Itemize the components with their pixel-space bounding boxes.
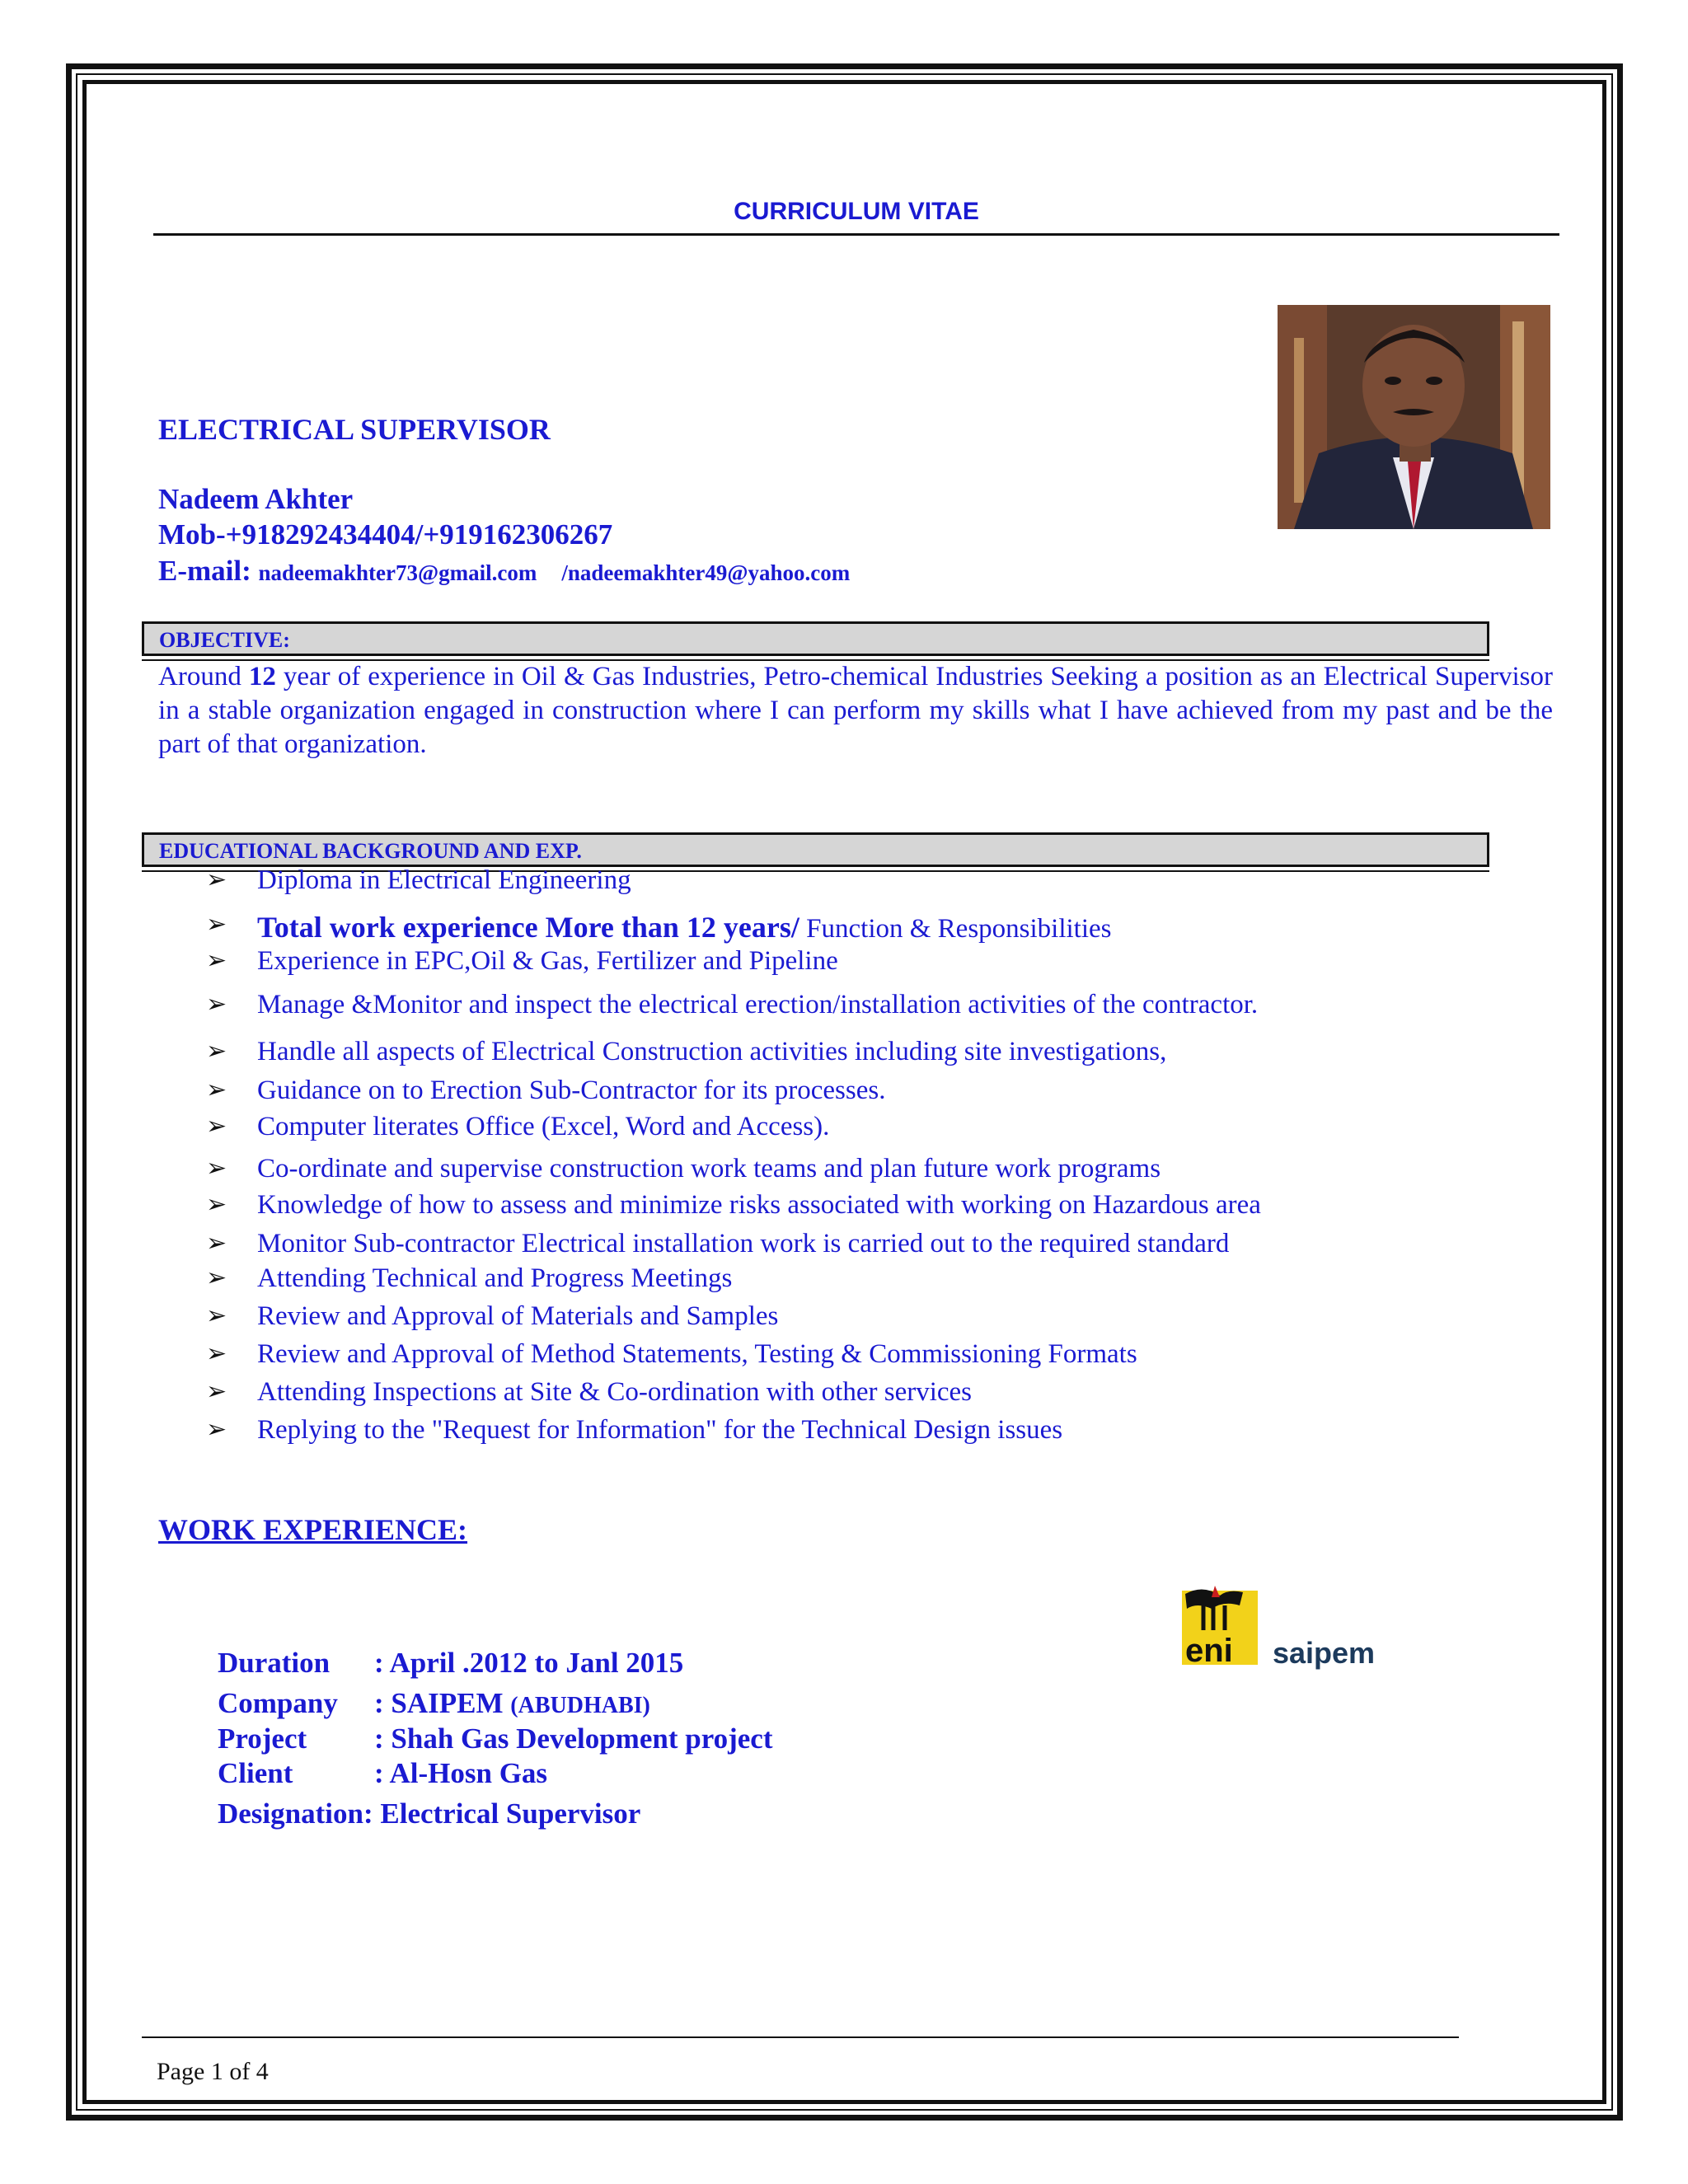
objective-text-start: Around [158, 662, 249, 691]
arrow-bullet-icon: ➢ [206, 1230, 227, 1257]
arrow-bullet-icon: ➢ [206, 866, 227, 893]
arrow-bullet-icon: ➢ [206, 1302, 227, 1329]
profile-photo [1278, 305, 1550, 529]
title-rule [153, 233, 1559, 236]
candidate-name: Nadeem Akhter [158, 483, 354, 515]
education-heading: EDUCATIONAL BACKGROUND AND EXP. [159, 839, 582, 863]
arrow-bullet-icon: ➢ [206, 1076, 227, 1104]
mobile-numbers: Mob-+918292434404/+919162306267 [158, 518, 613, 551]
project-label: Project [218, 1722, 307, 1755]
client-value: : Al-Hosn Gas [374, 1757, 548, 1789]
eni-saipem-logo [1179, 1581, 1401, 1671]
saipem-wordmark: saipem [1273, 1636, 1376, 1670]
objective-heading-box [142, 621, 1489, 656]
arrow-bullet-icon: ➢ [206, 991, 227, 1018]
page-number: Page 1 of 4 [157, 2058, 269, 2085]
education-heading-box [142, 832, 1489, 867]
objective-text-rest: year of experience in Oil & Gas Industries, Petro-chemical Industries Seeking a position as an Electrical Supervisor in a stable organization engaged in construction where I can perform my skills what I have achieved from my past and be the part of that organization. [158, 662, 1553, 759]
work-experience-heading: WORK EXPERIENCE: [158, 1513, 468, 1546]
company-location: (ABUDHABI) [510, 1693, 650, 1718]
duration-label: Duration [218, 1647, 331, 1679]
arrow-bullet-icon: ➢ [206, 1038, 227, 1065]
objective-heading: OBJECTIVE: [159, 628, 290, 652]
email-label: E-mail: [158, 555, 251, 587]
designation-line: Designation: Electrical Supervisor [218, 1797, 641, 1830]
objective-text [158, 660, 1553, 762]
job-title: ELECTRICAL SUPERVISOR [158, 413, 551, 446]
duration-line [218, 1647, 683, 1680]
company-line [218, 1687, 650, 1720]
experience-suffix: Function & Responsibilities [799, 914, 1112, 944]
objective-years: 12 [248, 662, 276, 691]
footer-rule [142, 2036, 1459, 2038]
client-line [218, 1757, 547, 1790]
eni-wordmark: eni [1185, 1633, 1233, 1669]
arrow-bullet-icon: ➢ [206, 947, 227, 974]
company-label: Company [218, 1687, 338, 1719]
arrow-bullet-icon: ➢ [206, 1340, 227, 1367]
project-line [218, 1722, 773, 1755]
project-value: : Shah Gas Development project [374, 1722, 773, 1755]
email-line [158, 555, 850, 588]
arrow-bullet-icon: ➢ [206, 1191, 227, 1218]
client-label: Client [218, 1757, 293, 1789]
email-primary[interactable]: nadeemakhter73@gmail.com [258, 560, 537, 585]
arrow-bullet-icon: ➢ [206, 1113, 227, 1140]
duration-value: : April .2012 to Janl 2015 [374, 1647, 684, 1679]
arrow-bullet-icon: ➢ [206, 911, 227, 938]
arrow-bullet-icon: ➢ [206, 1264, 227, 1291]
arrow-bullet-icon: ➢ [206, 1155, 227, 1182]
arrow-bullet-icon: ➢ [206, 1378, 227, 1405]
document-title: CURRICULUM VITAE [734, 198, 979, 225]
company-value: : SAIPEM [374, 1687, 511, 1719]
arrow-bullet-icon: ➢ [206, 1416, 227, 1443]
email-secondary[interactable]: /nadeemakhter49@yahoo.com [561, 560, 851, 585]
experience-highlight: Total work experience More than 12 years/ [257, 911, 799, 944]
